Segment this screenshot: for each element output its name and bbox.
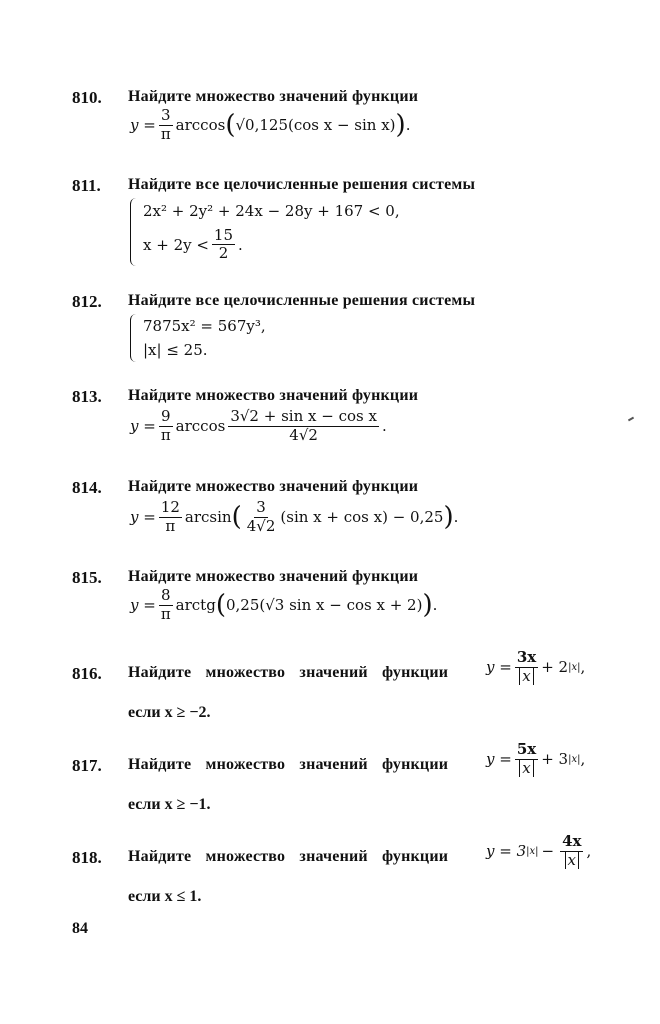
condition: если x ≤ 1. <box>128 888 202 905</box>
problem-statement: Найдите множество значений функции <box>128 848 449 865</box>
problem-statement: Найдите множество значений функции <box>128 478 419 495</box>
formula-816: y = $\frac{3x}{x}$ + 2 |x| , <box>486 648 586 685</box>
condition: если x ≥ −1. <box>128 796 211 813</box>
formula-810: y = $\frac{3}{\pi}$ arccos ( √0,125(cos x − sin x) ) . <box>130 106 411 143</box>
formula-818: y = 3 |x| − $\frac{4x}{x}$ , <box>486 832 592 869</box>
problem-number: 812. <box>72 292 102 311</box>
problem-number: 810. <box>72 88 102 107</box>
problem-number: 811. <box>72 176 101 195</box>
problem-statement: Найдите множество значений функции <box>128 568 419 585</box>
formula-813: y = $\frac{9}{\pi}$ arccos $\frac{\text{3√2 + sin x − cos x}}{4√2}$ . <box>130 407 387 444</box>
problem-number: 816. <box>72 664 102 683</box>
problem-number: 817. <box>72 756 102 775</box>
problem-statement: Найдите все целочисленные решения системы <box>128 176 476 193</box>
problem-number: 818. <box>72 848 102 867</box>
system-812: 7875x² = 567y³, |x| ≤ 25. <box>130 314 266 362</box>
formula-815: y = $\frac{8}{\pi}$ arctg ( 0,25(√3 sin x − cos x + 2) ) . <box>130 586 438 623</box>
formula-814: y = $\frac{12}{\pi}$ arcsin ( $\frac{3}{4√2}$ (sin x + cos x) − 0,25 ) . <box>130 498 459 535</box>
problem-number: 815. <box>72 568 102 587</box>
problem-statement: Найдите множество значений функции <box>128 88 419 105</box>
problem-statement: Найдите множество значений функции <box>128 664 449 681</box>
problem-statement: Найдите множество значений функции <box>128 387 419 404</box>
condition: если x ≥ −2. <box>128 704 211 721</box>
formula-817: y = $\frac{5x}{x}$ + 3 |x| , <box>486 740 586 777</box>
problem-statement: Найдите все целочисленные решения системы <box>128 292 476 309</box>
scan-speck <box>628 417 634 422</box>
system-811: 2x² + 2y² + 24x − 28y + 167 < 0, x + 2y < $\frac{15}{2}$ . <box>130 198 400 266</box>
problem-number: 813. <box>72 387 102 406</box>
problem-number: 814. <box>72 478 102 497</box>
page-number: 84 <box>72 920 88 937</box>
problem-statement: Найдите множество значений функции <box>128 756 449 773</box>
